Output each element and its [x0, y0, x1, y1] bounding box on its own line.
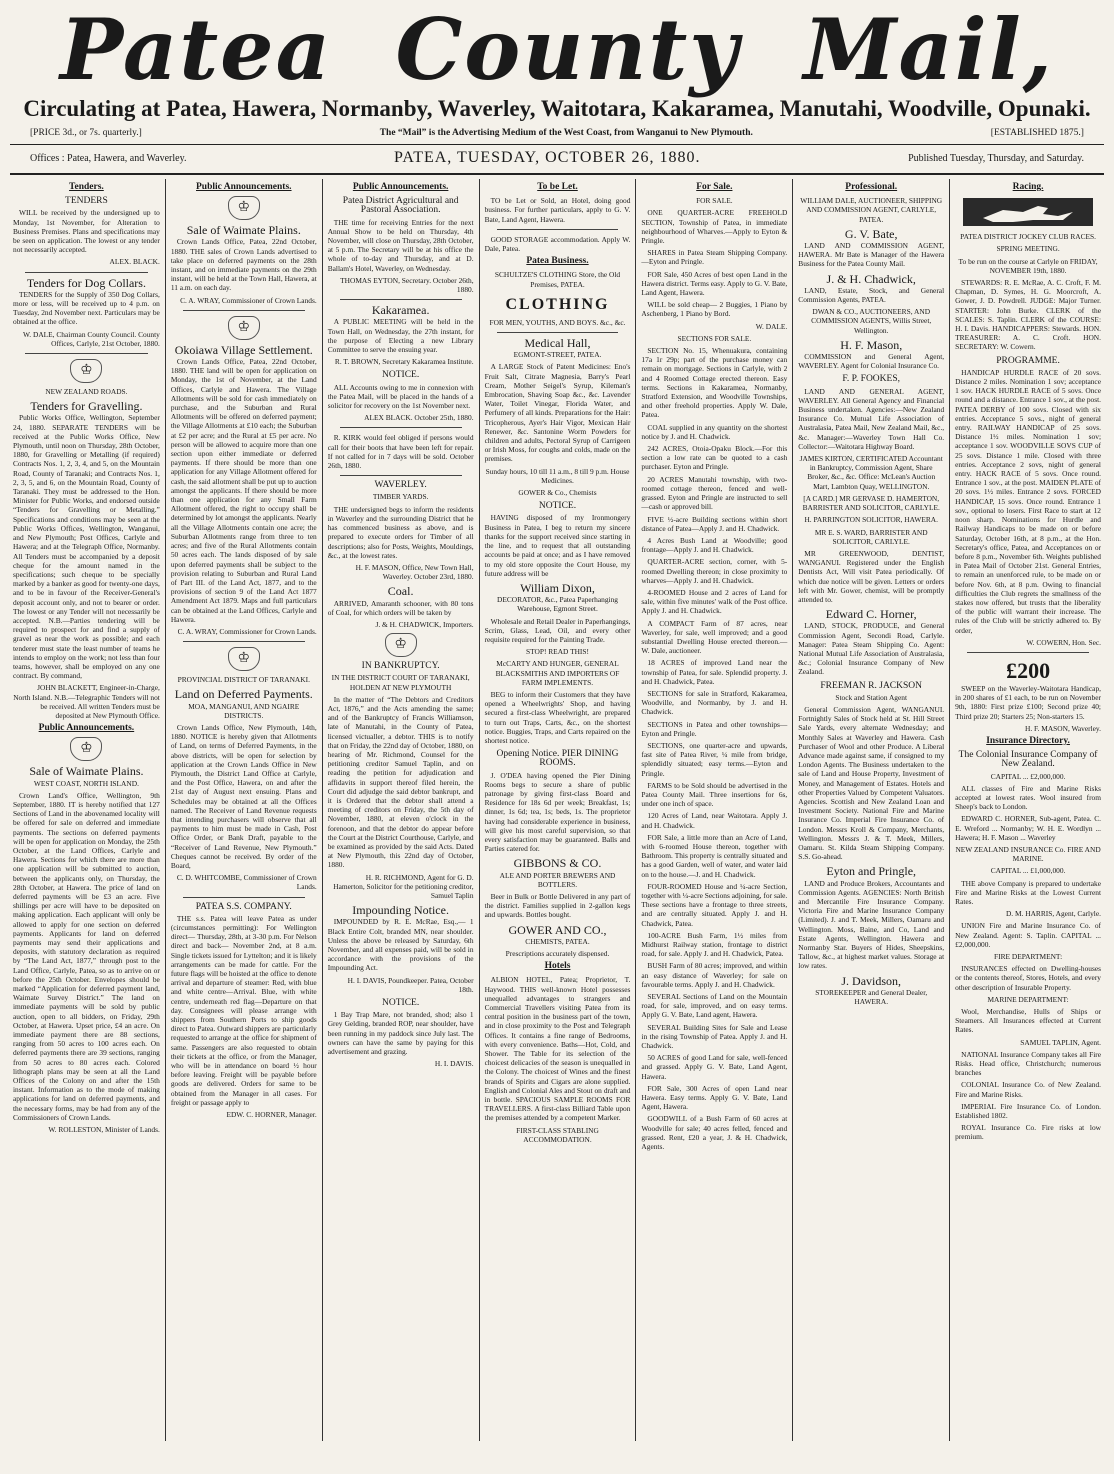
royal-crest-icon: ♔ [228, 647, 260, 671]
ad-body: ARRIVED, Amaranth schooner, with 80 tons of Coal, for which orders will be taken by [327, 598, 474, 617]
section-heading: Racing. [1012, 182, 1044, 192]
divider [25, 272, 148, 273]
title-word-2: County [395, 0, 741, 99]
ad-subheading: FIRST-CLASS STABLING ACCOMMODATION. [516, 1125, 599, 1144]
ad-heading: The Colonial Insurance Company of New Zealand. [958, 750, 1098, 770]
ad-signature: W. DALE. [755, 321, 788, 331]
ad-body: THE s.s. Patea will leave Patea as under (circumstances permitting): For Wellington direct— Thursday, 28th, at 3-30 p.m. For Nelson direct and back— November 2nd, at 8 a.m. Single tickets issued for Lyttelton; and it is likely arrangements can be made for cattle. For the future flags will be hoisted at the office to denote arrival and departure of steamer: Red, with blue and white centre—Arrival. Blue, with white centre, underneath red flag—Departure on that day. Consignees will please arrange with shippers from Southern Ports to ship goods direct to Patea. Outward shippers are particularly requested to arrange at the office for shipment of same. Passengers are also requested to obtain their tickets at the office, or from the Manager, who will be in attendance on board ½ hour before leaving. Freight will be payable before goods are delivered. Orders for same to be obtained from the Manager in all cases. For freight or passage apply to [170, 913, 317, 1107]
divider [497, 332, 619, 333]
ad-body: BEG to inform their Customers that they have opened a Wheelwrights' Shop, and having secured a first-class Wheelwright, are prepared to turn out Traps, Carts, &c., on the shortest notice. Buggies, Traps, and Carts repaired on the shortest notice. [484, 689, 631, 745]
ad-subheading: MARINE DEPARTMENT: [987, 994, 1069, 1004]
section-heading: For Sale. [696, 182, 733, 192]
ad-subheading: STOP! READ THIS! [526, 647, 589, 657]
section-heading: Hotels [544, 961, 571, 972]
ad-subheading: Stock and Station Agent [835, 692, 908, 702]
section-heading: Patea Business. [526, 256, 589, 267]
published-text: Published Tuesday, Thursday, and Saturday. [908, 152, 1084, 164]
ad-body: Wholesale and Retail Dealer in Paperhangings, Scrim, Glass, Lead, Oil, and every other requisite required for the Painting Trade. [484, 616, 631, 644]
ad-body: 50 ACRES of good Land for sale, well-fenced and grassed. Apply G. V. Bate, Land Agent, Hawera. [641, 1053, 788, 1081]
ad-subheading: NEW ZEALAND INSURANCE Co. FIRE AND MARINE. [955, 844, 1101, 864]
ad-body: LAND and Produce Brokers, Accountants and Commission Agents. AGENCIES: North British and Mercantile Fire Insurance Company. Victoria Fire and Marine Insurance Company (Limited). J. and T. Meek, Millers, Oamaru and Wellington. Moss, Baine, and Co, Land and Estate Agents, Wellington. Hawera and Normanby Star. Buyers of Hides, Sheepskins, Tallow, &c., at highest market values. Storage at low rates. [798, 878, 945, 971]
royal-crest-icon: ♔ [228, 316, 260, 340]
ad-body: In the matter of “The Debtors and Creditors Act, 1876,” and the Acts amending the same; and of the Bankruptcy of Francis Williamson, late of Manutahi, in the County of Patea, licensed victualler, a debtor. THIS is to notify that on Friday, the 22nd day of October, 1880, on hearing of Mr. Richmond, Counsel for the petitioning creditor Samuel Taplin, and on reading the petition for adjudication and affidavits in support thereof filed herein, the Court did adjudge the said debtor bankrupt, and it is Ordered that the debtor shall attend a meeting of creditors on Friday, the 5th day of November, 1880, at eleven o'clock in the forenoon, and that the debtor do appear before the Court at the District Courthouse, Carlyle, and be examined as provided by the said Acts. Dated at New Plymouth, this 22nd day of October, 1880. [327, 694, 474, 870]
ad-signature: J. & H. CHADWICK, Importers. [375, 619, 474, 629]
medium-text: The “Mail” is the Advertising Medium of the West Coast, from Wanganui to New Plymouth. [379, 128, 753, 138]
ad-body: GOODWILL of a Bush Farm of 60 acres at Woodville for sale; 40 acres felled, fenced and grassed. Rent, £20 a year, J. & H. Chadwick, Agents. [641, 1114, 788, 1152]
divider [967, 652, 1089, 653]
ad-body: H. PARRINGTON SOLICITOR, HAWERA. [804, 515, 938, 525]
ad-body: FOUR-ROOMED House and ¼-acre Section, together with ¼-acre Sections adjoining, for sale. These sections have a frontage to three streets, and are centrally situated. Apply J. and H. Chadwick, Patea. [641, 881, 788, 928]
ad-body: IMPERIAL Fire Insurance Co. of London. Established 1802. [955, 1101, 1101, 1121]
ad-subheading: FOR MEN, YOUTHS, AND BOYS. &c., &c. [489, 317, 626, 327]
ad-signature: W. ROLLESTON, Minister of Lands. [48, 1125, 160, 1135]
ad-body: FOR Sale, 300 Acres of open Land near Hawera. Easy terms. Apply G. V. Bate, Land Agent, Hawera. [641, 1083, 788, 1112]
ad-subheading: CAPITAL ... £2,000,000. [990, 771, 1066, 781]
ad-signature: H. F. MASON, Office, New Town Hall, Waverley. October 23rd, 1880. [355, 562, 474, 582]
ad-body: TO be Let or Sold, an Hotel, doing good business. For further particulars, apply to G. V. Bate, Land Agent, Hawera. [484, 196, 631, 224]
ad-subheading: FOR SALE. [696, 196, 733, 206]
ad-body: DWAN & CO., AUCTIONEERS, AND COMMISSION AGENTS, Willis Street, Wellington. [811, 307, 932, 335]
ad-body: Crown Lands Office, Patea, 22nd October, 1880. THE sales of Crown Lands advertised to take place on deferred payments on the 28th instant, and on immediate payments on the 29th instant, will be held at the Town Hall, Hawera, at 11 a.m. on each day. [170, 237, 317, 293]
ad-signature: D. M. HARRIS, Agent, Carlyle. [1005, 909, 1101, 919]
ad-body: SECTION No. 15, Whenuakura, containing 17a 1r 29p; part of the purchase money can remain on mortgage. Sections in Carlyle, with 2 and 4 Roomed Cottage erected thereon. Easy terms. Sections in Kakaramea, Normanby, Stratford Extension, and Woodville Townships, and other freehold properties. Apply W. Dale, Patea. [641, 346, 788, 420]
ad-subheading: ALE AND PORTER BREWERS AND BOTTLERS. [499, 870, 616, 889]
ad-subheading: SPRING MEETING. [996, 244, 1060, 254]
ad-body: SEVERAL Building Sites for Sale and Lease in the rising Township of Patea. Apply J. and H. Chadwick. [641, 1022, 788, 1051]
ad-body: ONE QUARTER-ACRE FREEHOLD SECTION, Township of Patea, in immediate neighbourhood of Wharves.—Apply to Eyton & Pringle. [641, 208, 788, 246]
ad-body: BUSH Farm of 80 acres; improved, and within an easy distance of Waverley; for sale on favourable terms. Apply J. and H. Chadwick. [641, 961, 788, 989]
masthead [0, 0, 1114, 175]
ad-body: [A CARD.] MR GERVASE D. HAMERTON, BARRISTER AND SOLICITOR, CARLYLE. [802, 493, 940, 513]
newspaper-title [0, 0, 1114, 100]
ad-body: MR GREENWOOD, DENTIST, WANGANUI. Registered under the English Dentists Act, Will visit Patea periodically. Of which due notice will be given. Letters or orders left with Mr. Gower, chemist, will be promptly attended to. [798, 548, 945, 604]
ad-body: FOR Sale, a little more than an Acre of Land, with 6-roomed House thereon, together with Bathroom. This property is centrally situated and has a good Garden, well of water, and water laid on to the house.—J. and H. Chadwick. [641, 832, 788, 879]
price-text: [PRICE 3d., or 7s. quarterly.] [30, 128, 142, 138]
ad-heading: GIBBONS & CO. [513, 856, 602, 871]
ad-body: WILL be sold cheap— 2 Buggies, 1 Piano by Aschenberg, 1 Piano by Bord. [641, 300, 788, 319]
ad-body: SECTIONS, one quarter-acre and upwards, fast site of Patea River, ¼ mile from bridge, splendidly situated; easy terms.—Eyton and Pringle. [641, 740, 788, 778]
section-heading: Public Announcements. [196, 182, 292, 192]
ad-subheading: SCHULTZE'S CLOTHING Store, the Old Premises, PATEA. [494, 270, 621, 289]
ad-body: MR E. S. WARD, BARRISTER AND SOLICITOR, CARLYLE. [814, 527, 928, 546]
divider [497, 229, 619, 230]
ad-heading: Eyton and Pringle, [826, 864, 917, 879]
royal-crest-icon: ♔ [228, 196, 260, 220]
ad-body: 100-ACRE Bush Farm, 1½ miles from Midhurst Railway station, frontage to district road, for sale. Apply J. and H. Chadwick, Patea. [641, 930, 788, 959]
ad-body: Prescriptions accurately dispensed. [505, 949, 610, 959]
ad-body: JAMES KIRTON, CERTIFICATED Accountant in Bankruptcy, Commission Agent, Share Broker, &c., &c. Office: McLean's Auction Mart, Lambton Quay, WELLINGTON. [799, 454, 943, 491]
ad-body: THE undersigned begs to inform the residents in Waverley and the surrounding District that he has commenced business as above, and is prepared to execute orders for Timber of all descriptions; also for Posts, Weights, Mouldings, &c., at the lowest rates. [327, 504, 474, 560]
ad-body: SECTIONS for sale in Stratford, Kakaramea, Woodville, and Normanby, by J. and H. Chadwick. [641, 688, 788, 717]
ad-body: SECTIONS in Patea and other townships—Eyton and Pringle. [641, 719, 788, 738]
ad-signature: W. DALE, Chairman County Council. County Offices, Carlyle, 21st October, 1880. [22, 329, 160, 348]
ad-signature: H. I. DAVIS, Poundkeeper. Patea, October 18th. [347, 975, 474, 994]
ad-body: HAVING disposed of my Ironmongery Business in Patea, I beg to return my sincere thanks for the support received since starting in the line, and to request that all outstanding accounts be paid at once; and as I have removed to my old store opposite the Court House, my future address will be [484, 513, 631, 578]
column-4 [479, 179, 636, 1441]
ad-body: TENDERS for the Supply of 350 Dog Collars, more or less, will be received up to 4 p.m. on Tuesday, 2nd November next. Particulars may be obtained at the office. [13, 289, 160, 327]
ad-signature: C. D. WHITCOMBE, Commissioner of Crown Lands. [176, 873, 317, 892]
section-heading: Public Announcements. [352, 182, 449, 192]
ad-body: Crown Lands Office, New Plymouth, 14th, 1880. NOTICE is hereby given that Allotments of Land, on terms of Deferred Payments, in the above districts, will be open for selection by application at the Crown Lands Office in New Plymouth, the District Land Office at Carlyle, and the Post Office, Hawera, on and after the 21st day of August next ensuing. Plans and Schedules may be obtained at all the Offices named. The Receiver of Land Revenue requests that intending purchasers will observe that all payments to him must be made in Cash, Post Office Order, or Bank Draft, payable to the “Receiver of Land Revenue, New Plymouth.” Cheques cannot be received. By order of the Board, [170, 722, 317, 870]
ad-heading: Land on Deferred Payments. [174, 687, 313, 702]
ad-body: STEWARDS: R. E. McRae, A. C. Croft, F. M. Chapman, D. Symes, H. G. Moorcroft, A. Gower, J. D. Powdrell. JUDGE: Major Turner. STARTER: John Burke. CLERK of the SCALES: S. Taplin. CLERK of the COURSE: H. I. Davis. HANDICAPPERS: Stewards. HON. TREASURER: A. C. Croft. HON. SECRETARY: W. Cowern. [955, 278, 1101, 352]
ad-body: STOREKEEPER and General Dealer, HAWERA. [815, 987, 928, 1007]
ad-body: SEVERAL Sections of Land on the Mountain road, for sale, improved, and on easy terms. Apply G. V. Bate, Land agent, Hawera. [641, 992, 788, 1020]
ad-subheading: PATEA DISTRICT JOCKEY CLUB RACES. [960, 232, 1096, 242]
dateline [0, 145, 1114, 171]
established-text: [ESTABLISHED 1875.] [990, 128, 1084, 138]
ad-body: ALBION HOTEL, Patea; Proprietor, T. Haywood. THIS well-known Hotel possesses unequalled advantages to strangers and Commercial Travellers visiting Patea from its central position in the business part of the town, and in close proximity to the Post and Telegraph Offices. It contains a fine range of Bedrooms, with every convenience. Baths—Hot, Cold, and Shower. The Table for its selection of the choicest delicacies of the season is unequalled in the Colony. The choicest of Wines and the finest brands of Spirits and Cigars are alone supplied. English and Colonial Ales and Stout on draft and in bottle. SPACIOUS SAMPLE ROOMS FOR TRAVELLERS. A first-class Billiard Table upon the premises attended by a competent Marker. [484, 975, 631, 1123]
ad-body: WILL be received by the undersigned up to Monday, 1st November, for Alteration to Business Premises. Plans and specifications may be seen on application. The lowest or any tender not necessarily accepted. [13, 208, 160, 255]
divider [183, 897, 305, 898]
ad-body: NATIONAL Insurance Company takes all Fire Risks. Head office, Christchurch; numerous branches [955, 1049, 1101, 1078]
racehorse-icon [963, 198, 1093, 226]
section-heading: To be Let. [537, 182, 578, 192]
ad-subheading: IN THE DISTRICT COURT OF TARANAKI, HOLDEN AT NEW PLYMOUTH [331, 673, 470, 692]
ad-body: 120 Acres of Land, near Waitotara. Apply J. and H. Chadwick. [641, 811, 788, 830]
ad-body: ALL Accounts owing to me in connexion with the Patea Mail, will be placed in the hands of a solicitor for recovery on the 1st November next. [327, 382, 474, 411]
ad-signature: GOWER & Co., Chemists [518, 488, 597, 498]
ad-subheading: CHEMISTS, PATEA. [525, 936, 590, 946]
ad-signature: H. R. RICHMOND, Agent for G. D. Hamerton, Solicitor for the petitioning creditor, Samuel Taplin [333, 872, 474, 900]
ad-body: 242 ACRES, Otoia-Opaku Block.—For this section a low rate can be quoted to a cash purchaser. Eyton and Pringle. [641, 444, 788, 472]
ad-body: General Commission Agent, WANGANUI. Fortnightly Sales of Stock held at St. Hill Street Sale Yards, every alternate Wednesday; and Monthly Sales at Waverley and Hawera. Cash Purchaser of Wool and other Produce. A Liberal Advance made against same, if consigned to my London Agents. The Business undertaken to the sale of Land and House Property, Investment of Money, and Management of Estates. Hotels and other Properties Valued by Competent Valuators. Agencies. Scottish and New Zealand Loan and Investment Society. National Fire and Marine Insurance Co. Imperial Fire Insurance Co. of London. Messrs Kroll & Company, Merchants, Wellington. Messrs J. & T. Meek, Millers, Oamaru. St. Kilda Steam Shipping Company. S.S. Go-ahead. [798, 704, 945, 862]
section-heading: Insurance Directory. [986, 735, 1070, 746]
ad-body: COMMISSION and General Agent, WAVERLEY. Agent for Colonial Insurance Co. [798, 352, 945, 371]
section-heading: Public Announcements. [38, 723, 135, 734]
ad-signature: H. I. DAVIS. [434, 1059, 474, 1069]
ad-heading: G. V. Bate, [844, 226, 898, 241]
ad-body: LAND AND GENERAL AGENT, WAVERLEY. All General Agency and Financial Business undertaken. Agencies:—New Zealand Insurance Co. Mutual Life Association of Australasia, Patea Mail, New Zealand Mail, &c., &c. Manager:—Waverley Town Hall Co. Collector:—Waitotara Highway Board. [798, 386, 945, 451]
ad-body: IMPOUNDED by R. E. McRae, Esq.,— 1 Black Entire Colt, branded MN, near shoulder. Unless the above be released by Saturday, 6th November, and all expenses paid, will be sold in accordance with the provisions of the Impounding Act. [327, 917, 474, 973]
column-2 [165, 179, 322, 1441]
ad-heading: FREEMAN R. JACKSON [820, 680, 923, 691]
ad-signature: SAMUEL TAPLIN, Agent. [1020, 1037, 1101, 1047]
ad-body: ROYAL Insurance Co. Fire risks at low premium. [955, 1123, 1101, 1142]
ad-heading: NOTICE. [382, 370, 420, 381]
ad-heading: J. & H. Chadwick, [826, 271, 916, 286]
ad-body: THE above Company is prepared to undertake Fire and Marine Risks at the Lowest Current Rates. [955, 878, 1101, 906]
ad-body: UNION Fire and Marine Insurance Co. of New Zealand. Agent: S. Taplin. CAPITAL ... £2,000,000. [955, 921, 1101, 949]
ad-body: A COMPACT Farm of 87 acres, near Waverley, for sale, well improved; and a good substantial Dwelling House erected thereon.—W. Dale, auctioneer. [641, 618, 788, 656]
price-line [0, 122, 1114, 138]
issue-date: PATEA, TUESDAY, OCTOBER 26, 1880. [393, 149, 701, 166]
ad-body: QUARTER-ACRE section, corner, with 5-roomed Dwelling thereon; in close proximity to wharves—Apply J. and H. Chadwick. [641, 557, 788, 585]
ad-body: FOR Sale, 450 Acres of best open Land in the Hawera district. Terms easy. Apply to G. V. Bate, Land Agent, Hawera. [641, 269, 788, 298]
ad-body: FARMS to be Sold should be advertised in the Patea County Mail. Three insertions for 6s, under one inch of space. [641, 780, 788, 809]
ad-subheading: SECTIONS FOR SALE. [677, 333, 752, 343]
ad-body: ALL classes of Fire and Marine Risks accepted at lowest rates. Wool insured from Sheep's back to London. [955, 783, 1101, 812]
ad-heading: Kakaramea. [371, 303, 430, 318]
ad-body: J. O'DEA having opened the Pier Dining Rooms begs to secure a share of public patronage by giving first-class Board and Residence for 18s 6d per week; Breakfast, 1s; dinner, 1s 6d; tea, 1s; beds, 1s. The proprietor having had considerable experience in business, will give his most careful supervision, so that every satisfaction may be guaranteed. Balls and Parties catered for. [484, 770, 631, 854]
ad-signature: ALEX. BLACK. [109, 257, 160, 267]
columns [0, 175, 1114, 1441]
ad-body: 18 ACRES of improved Land near the township of Patea, for sale. Splendid property. J. and H. Chadwick, Patea. [641, 658, 788, 686]
ad-body: INSURANCES effected on Dwelling-houses or the contents thereof, Stores, Hotels, and every other description of Insurable Property. [955, 964, 1101, 992]
ad-body: HANDICAP HURDLE RACE of 20 sovs. Distance 2 miles. Nomination 1 sov; acceptance 1 sov. HACK HURDLE RACE of 5 sovs. Once round and a distance. Entrance 1 sov., at the post. PATEA DERBY of 100 sovs. Closed with six entries. Acceptance 5 sovs., night of general entry. RAILWAY HANDICAP of 25 sovs. Distance 1½ miles. Nomination 1 sov; acceptance 1 sov. WOODVILLE SOVS CUP of 25 sovs. Distance 1 mile. Closed with three entries. Acceptance 2 sovs, night of general entry. HACK RACE of 5 sovs. Once round. Entrance 1 sov., at the post. MAIDEN PLATE of 20 sovs. 1½ miles. Entrance 2 sovs. FORCED HANDICAP, 15 sovs. Once round. Entrance 1 sov., optional to losers. First Race to start at 12 noon sharp. Nominations for Hurdle and Railway Handicaps to be made on or before Saturday, October 16th, at 8 p.m., at the Hon. Secretary's office, Patea, and Acceptances on or before 8 p.m., November 6th. Weights published in Patea Mail of October 21st. General Entries, to remain an unenforced rule, to be made on or before Nov. 6th, at 8 p.m. Owing to financial difficulties the Club regrets the smallness of the stakes now offered, but trusts that the liberality of the public will warrant their increase. The rules of the Club will be strictly adhered to. By order, [955, 367, 1101, 635]
ad-heading: Tenders for Gravelling. [30, 399, 143, 414]
ad-body: COLONIAL Insurance Co. of New Zealand. Fire and Marine Risks. [955, 1080, 1101, 1099]
ad-body: 20 ACRES Manutahi township, with two-roomed cottage thereon, fenced and well-grassed. Eyton and Pringle are instructed to sell—cash or approved bill. [641, 474, 788, 512]
ad-heading: WAVERLEY. [374, 480, 427, 491]
ad-heading: F. P. FOOKES, [842, 374, 900, 385]
divider [340, 299, 462, 300]
ad-body: SHARES in Patea Steam Shipping Company.—Eyton and Pringle. [641, 248, 788, 267]
ad-body: 4-ROOMED House and 2 acres of Land for sale, within five minutes' walk of the Post office. Apply J. and H. Chadwick. [641, 587, 788, 616]
ad-subheading: DECORATOR, &c., Patea Paperhanging Warehouse, Egmont Street. [497, 595, 618, 614]
ad-body: SWEEP on the Waverley-Waitotara Handicap, in 200 shares of £1 each, to be run on November 9th, 1880: First prize £100; Second prize 40; Third prize 20; Starters 25; Non-starters 15. [955, 683, 1101, 721]
ad-subheading: EGMONT-STREET, PATEA. [513, 350, 602, 360]
ad-heading: GOWER AND CO., [508, 922, 607, 937]
divider [340, 427, 462, 428]
ad-heading: NOTICE. [538, 501, 577, 512]
royal-crest-icon: ♔ [70, 359, 102, 383]
ad-signature: THOMAS EYTON, Secretary. October 26th, 1880. [340, 275, 474, 295]
ad-heading: Sale of Waimate Plains. [29, 764, 144, 779]
ad-heading: Opening Notice. PIER DINING ROOMS. [496, 749, 619, 769]
column-3 [322, 179, 479, 1441]
ad-heading: Edward C. Horner, [825, 607, 917, 622]
ad-heading: TENDERS [65, 196, 108, 207]
column-1 [8, 179, 165, 1441]
ad-signature: H. F. MASON, Waverley. [1025, 723, 1101, 733]
ad-body: Crown Land's Office, Wellington, 9th September, 1880. IT is hereby notified that 127 Sections of Land in the abovenamed locality will be offered for sale on deferred and immediate payments. The sections on deferred payments will be open for application on Monday, the 25th October, at the Land Offices, Carlyle and Hawera. Sections for which there are more than one application will be submitted to auction, between the applicants only, on Thursday, the 28th October, at Hawera. The price of land on deferred payments will be £3 an acre. Five shillings per acre will have to be deposited on making application. Each applicant will only be allowed to apply for one section on deferred payments. Applicants for land on deferred payments may send their applications and deposits, with statutory declaration as required by “The Land Act, 1877,” through post to the Land Office, Carlyle, Patea, so as to arrive on or before the 25th October. Envelopes should be marked “Application for deferred payment land, Waimate Survey District.” The land on immediate payments will be sold by public auction, open to all bidders, on Friday, 29th October, at Hawera. Upset price, £4 an acre. On immediate payment there are 88 sections, ranging from 50 acres to 100 acres each. On deferred payments there are 39 sections, ranging from 50 acres to 80 acres each. Colored lithograph plans may be seen at all the Land Offices of the Colony on and after the 15th instant. Information as to the mode of making applications for land on deferred payments, and the necessary forms, may be had from any of the Commissioners of Crown Lands. [13, 790, 160, 1122]
ad-subheading: MOA, MANGANUI, AND NGAIRE DISTRICTS. [188, 701, 300, 720]
column-7 [949, 179, 1106, 1441]
ad-body: Beer in Bulk or Bottle Delivered in any part of the district. Families supplied in 2-gallon kegs and upwards. Bottles bought. [484, 892, 631, 920]
ad-body: To be run on the course at Carlyle on FRIDAY, NOVEMBER 19th, 1880. [958, 256, 1098, 275]
ad-heading: Medical Hall, [524, 336, 591, 351]
offices-text: Offices : Patea, Hawera, and Waverley. [30, 152, 187, 164]
ad-subheading: McCARTY AND HUNGER, GENERAL BLACKSMITHS AND IMPORTERS OF FARM IMPLEMENTS. [495, 659, 620, 687]
ad-heading: PROGRAMME. [996, 355, 1060, 366]
ad-signature: EDWARD C. HORNER, Sub-agent, Patea. C. E. Wreford ... Normanby; W. H. E. Wordlyn ... Hawera; H. F. Mason ... Waverley [955, 814, 1101, 842]
ad-heading: IN BANKRUPTCY. [361, 661, 440, 672]
column-6 [792, 179, 949, 1441]
divider [183, 641, 305, 642]
ad-body: A LARGE Stock of Patent Medicines: Eno's Fruit Salt, Citrate Magnesia, Barry's Pearl Cream, Mother Seigel's Syrup, Kileman's Embrocation, Shaving Soap &c., &c. Lavender Water, Toilet Vinegar, Florida Water, and Perfumery of all kinds. Preparations for the Hair: Tricopherous, Ayer's Hair Vigor, Mexican Hair Renewer, &c. Santonine Worm Powders for children and adults, Pectoral Syrup of Carrigeen or Irish Moss, for coughs and colds, made on the premises. [484, 362, 631, 464]
ad-subheading: WEST COAST, NORTH ISLAND. [33, 778, 139, 788]
ad-heading: William Dixon, [520, 580, 595, 595]
ad-body: LAND AND COMMISSION AGENT, HAWERA. Mr Bate is Manager of the Hawera Business for the Patea County Mail. [798, 241, 945, 269]
divider [183, 310, 305, 311]
ad-signature: W. COWERN, Hon. Sec. [1026, 637, 1101, 647]
ad-body: FIVE ½-acre Building sections within short distance of Patea—Apply J. and H. Chadwick. [641, 514, 788, 533]
ad-signature: JOHN BLACKETT, Engineer-in-Charge, North Island. N.B.—Telegraphic Tenders will not be received. All written Tenders must be deposited at New Plymouth Office. [13, 683, 160, 720]
ad-heading: Okoiawa Village Settlement. [174, 342, 313, 357]
ad-body: 1 Bay Trap Mare, not branded, shod; also 1 Grey Gelding, branded ROP, near shoulder, have been running in my paddock since July last. The owners can have the same by paying for this advertisement and grazing. [327, 1010, 474, 1057]
column-5 [635, 179, 792, 1441]
royal-crest-icon: ♔ [70, 737, 102, 761]
ad-subheading: CAPITAL ... £1,000,000. [990, 866, 1066, 876]
ad-signature: R. T. BROWN, Secretary Kakaramea Institute. [334, 357, 474, 367]
ad-body: WILLIAM DALE, AUCTIONEER, SHIPPING AND COMMISSION AGENT, CARLYLE, PATEA. [800, 196, 943, 224]
sweep-amount: £200 [1006, 657, 1051, 683]
divider [25, 353, 148, 354]
ad-body: A PUBLIC MEETING will be held in the Town Hall, on Wednesday, the 27th instant, for the purpose of Electing a new Library Committee to serve the ensuing year. [327, 317, 474, 355]
ad-body: LAND, Estate, Stock, and General Commission Agents, PATEA. [798, 285, 945, 305]
ad-heading: H. F. Mason, [840, 337, 903, 352]
circulation-line: Circulating at Patea, Hawera, Normanby, Waverley, Waitotara, Kakaramea, Manutahi, Woodville, Opunaki. [23, 96, 1091, 121]
ad-heading: PATEA S.S. COMPANY. [195, 901, 292, 912]
ad-body: THE time for receiving Entries for the next Annual Show to be held on Thursday, 4th November, will close on Thursday, 28th October, at 5 p.m. The Secretary will be at his office the whole of to-day and Thursday, and at D. Ballam's Hotel, Waverley, on Wednesday. [327, 217, 474, 273]
ad-signature: EDW. C. HORNER, Manager. [226, 1110, 317, 1120]
ad-signature: C. A. WRAY, Commissioner for Crown Lands. [177, 626, 317, 636]
title-word-3: Mail, [803, 0, 1054, 99]
ad-body: GOOD STORAGE accommodation. Apply W. Dale, Patea. [484, 234, 631, 254]
clothing-heading: CLOTHING [505, 295, 610, 313]
title-word-1: Patea [60, 0, 333, 99]
ad-heading: Patea District Agricultural and Pastoral Association. [342, 196, 459, 216]
ad-body: 4 Acres Bush Land at Woodville; good frontage—Apply J. and H. Chadwick. [641, 535, 788, 555]
ad-subheading: PROVINCIAL DISTRICT OF TARANAKI. [177, 675, 310, 685]
ad-body: R. KIRK would feel obliged if persons would call for their boots that have been left for repair. If not called for in 7 days will be sold. October 26th, 1880. [327, 433, 474, 471]
ad-subheading: NEW ZEALAND ROADS. [45, 387, 128, 397]
royal-crest-icon: ♔ [385, 633, 417, 657]
divider [340, 475, 462, 476]
ad-body: Public Works Office, Wellington, September 24, 1880. SEPARATE TENDERS will be received at the Public Works Office, New Plymouth, until noon on Thursday, 28th October, 1880, for Gravelling or Metalling (if required) Contracts Nos. 1, 2, 3, 4, and 5, on the Mountain Road, County of Taranaki; and Contracts Nos. 1, 2, 3, 5, and 6, on the Mountain Road, County of Taranaki. They must be addressed to the Hon. Minister for Public Works, and endorsed outside “Tenders for Gravelling or Metalling.” Specifications and conditions may be seen at the Public Works Offices, Wellington, Wanganui, and New Plymouth; Post Offices, Carlyle and Hawera; and at the Telegraph Office, Normanby. All Tenders must be accompanied by a deposit cheque for the amount named in the specifications; such cheque to be specially marked by a banker as good for twenty-one days, and to be in favour of the Receiver-General's deposit account only, and not to bearer or order. The lowest or any Tender will not necessarily be accepted. N.B.—Parties tendering will be required to prospect for and find a supply of gravel as near the work as possible; and each tenderer must state the least number of teams he intends to employ on the work; not less than four teams, however, shall be employed on any one contract. By command, [13, 413, 160, 681]
ad-body: Wool, Merchandise, Hulls of Ships or Steamers. All Insurances effected at Current Rates. [955, 1007, 1101, 1035]
ad-body: COAL supplied in any quantity on the shortest notice by J. and H. Chadwick. [641, 422, 788, 441]
ad-body: LAND, STOCK, PRODUCE, and General Commission Agent, Secondi Road, Carlyle. Manager: Patea Steam Shipping Co. Agent: National Mutual Life Association of Australasia, &c.; Colonial Insurance Company of New Zealand. [798, 621, 945, 677]
ad-heading: NOTICE. [382, 998, 420, 1009]
ad-subheading: Sunday hours, 10 till 11 a.m., 8 till 9 p.m. House Medicines. [485, 466, 630, 485]
ad-heading: Coal. [387, 584, 414, 599]
ad-heading: Impounding Notice. [352, 903, 449, 918]
ad-subheading: FIRE DEPARTMENT: [994, 952, 1063, 962]
ad-body: Crown Lands Office, Patea, 22nd October, 1880. THE land will be open for application on Monday, the 1st of November, at the Land Offices, Carlyle and Hawera. The Village Allotments will be sold for cash immediately on purchase, and the Suburban and Rural Allotments will be offered on deferred payment; the Village Allotments at £10 each; the Suburban at £2 per acre; and the Rural at £5 per acre. No person will be allowed to acquire more than one section upon either immediate or deferred payments. If there should be more than one application for any Village Allotment offered for cash, the said allotment shall be put up to auction amongst the applicants. If there should be more than one application for any Small Farm Allotment offered, the right to occupy shall be determined by lot amongst the applicants. Nearly all the Village Allotments contain one acre; the Suburban Allotments range from three to ten acres; and five of the Rural Allotments contain 50 acres each. The lands disposed of by sale upon deferred payments shall be subject to the provision relating to Suburban and Rural Land of Part III. of the Land Act, 1877, and to the provisions of section 9 of the Land Act 1877 Amendment Act 1879. Maps and full particulars can be obtained at the Land Offices, Carlyle and Hawera. [170, 357, 317, 624]
section-heading: Tenders. [69, 182, 104, 192]
ad-subheading: TIMBER YARDS. [372, 492, 429, 502]
ad-heading: J. Davidson, [841, 973, 902, 988]
ad-signature: ALEX BLACK. October 25th, 1880. [364, 413, 474, 423]
ad-heading: Sale of Waimate Plains. [186, 223, 301, 238]
ad-signature: C. A. WRAY, Commissioner of Crown Lands. [180, 295, 317, 305]
ad-heading: Tenders for Dog Collars. [26, 275, 146, 290]
section-heading: Professional. [845, 182, 898, 192]
